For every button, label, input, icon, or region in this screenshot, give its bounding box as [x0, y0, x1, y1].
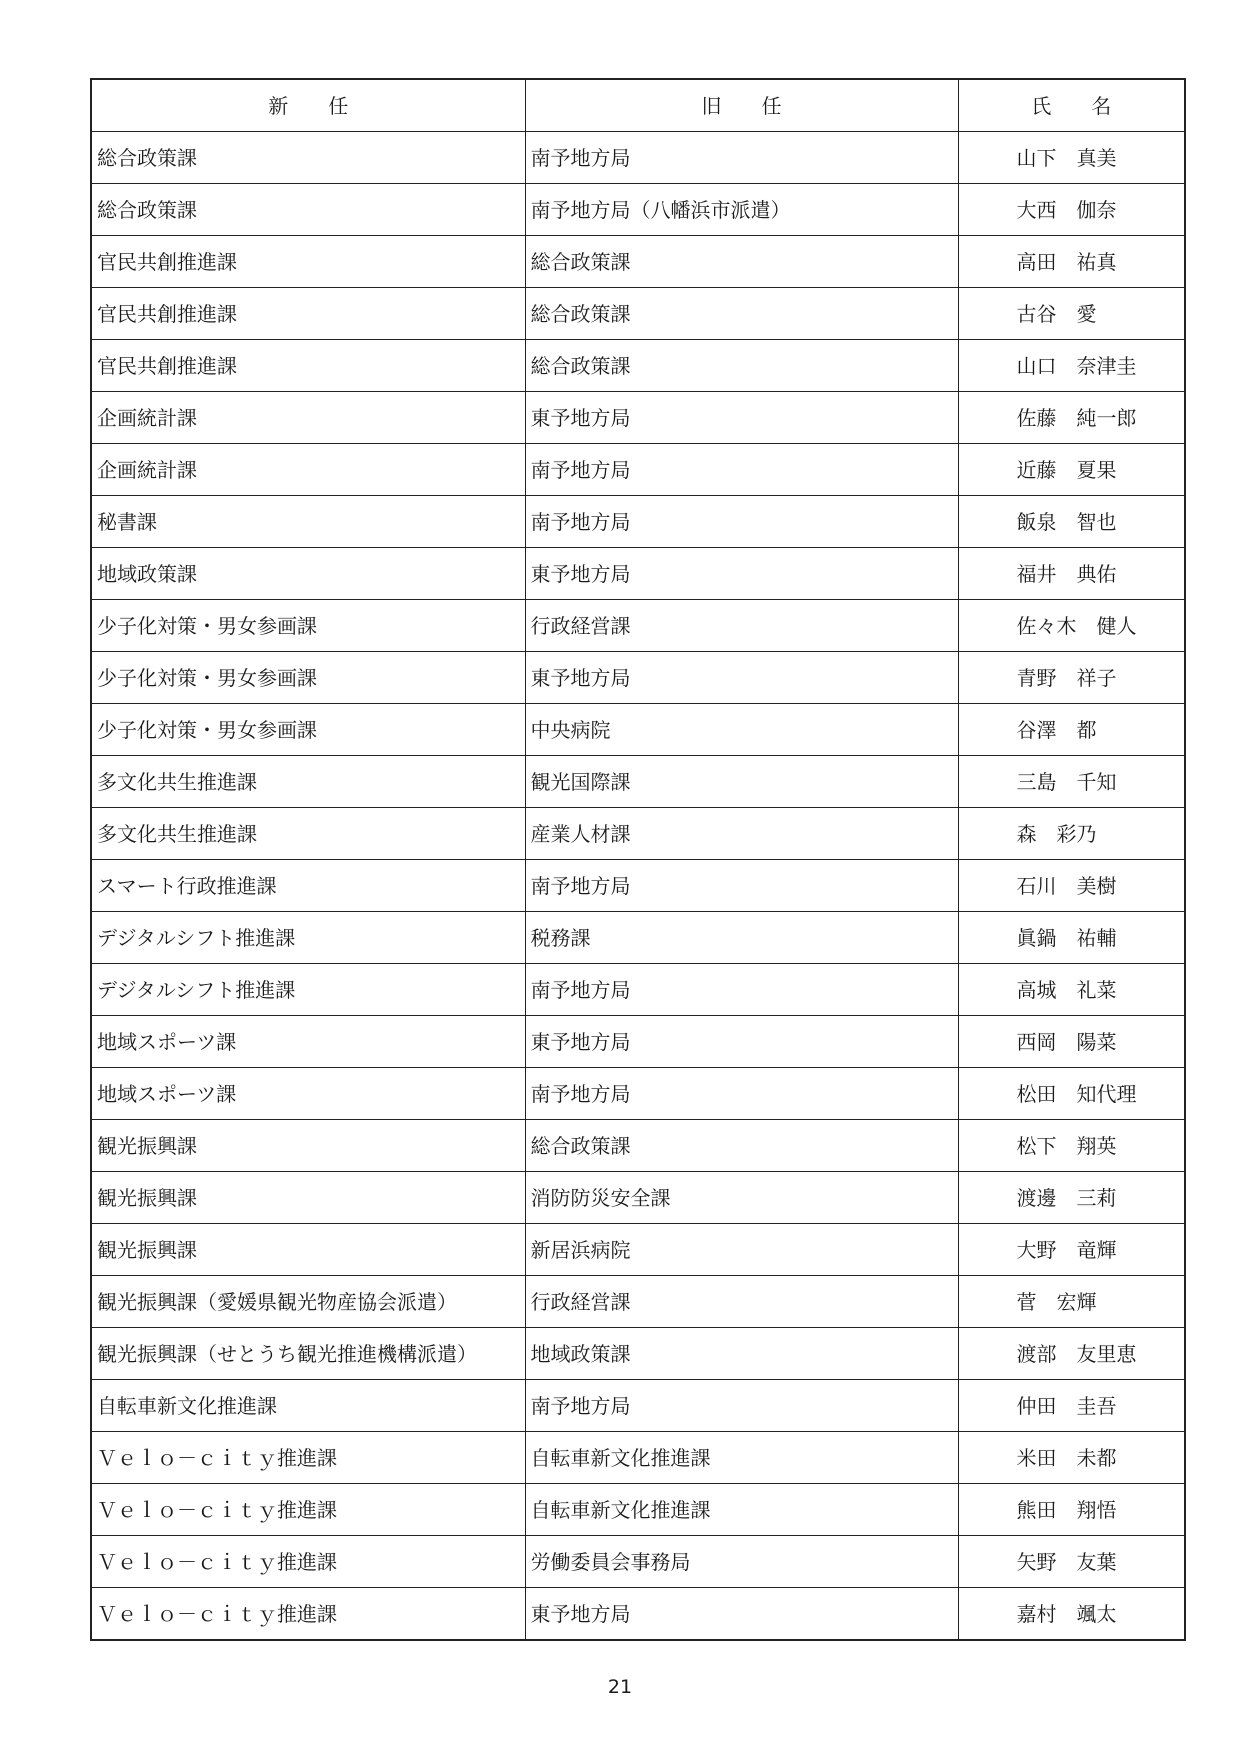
- new-post-cell: 秘書課: [91, 496, 525, 548]
- name-cell: 山口 奈津圭: [958, 340, 1185, 392]
- new-post-cell: 官民共創推進課: [91, 340, 525, 392]
- new-post-cell: 総合政策課: [91, 184, 525, 236]
- old-post-cell: 観光国際課: [525, 756, 958, 808]
- old-post-cell: 総合政策課: [525, 1120, 958, 1172]
- name-cell: 渡邊 三莉: [958, 1172, 1185, 1224]
- name-cell: 眞鍋 祐輔: [958, 912, 1185, 964]
- name-cell: 佐藤 純一郎: [958, 392, 1185, 444]
- new-post-cell: 地域政策課: [91, 548, 525, 600]
- new-post-cell: 自転車新文化推進課: [91, 1380, 525, 1432]
- table-row: [91, 1588, 1185, 1641]
- old-post-cell: 自転車新文化推進課: [525, 1432, 958, 1484]
- new-post-cell: 多文化共生推進課: [91, 756, 525, 808]
- name-cell: 嘉村 颯太: [958, 1588, 1185, 1641]
- table-row: [91, 652, 1185, 704]
- name-cell: 高城 礼菜: [958, 964, 1185, 1016]
- table-row: [91, 1432, 1185, 1484]
- table-row: [91, 1068, 1185, 1120]
- table-row: [91, 1120, 1185, 1172]
- old-post-cell: 南予地方局: [525, 496, 958, 548]
- new-post-cell: デジタルシフト推進課: [91, 964, 525, 1016]
- table-row: [91, 912, 1185, 964]
- new-post-cell: 観光振興課: [91, 1120, 525, 1172]
- page-number: 21: [607, 1676, 633, 1698]
- table-row: [91, 600, 1185, 652]
- new-post-cell: 観光振興課: [91, 1224, 525, 1276]
- name-cell: 近藤 夏果: [958, 444, 1185, 496]
- header-old-post: 旧 任: [525, 79, 958, 132]
- table-row: [91, 236, 1185, 288]
- name-cell: 佐々木 健人: [958, 600, 1185, 652]
- table-row: [91, 184, 1185, 236]
- table-row: [91, 548, 1185, 600]
- old-post-cell: 南予地方局: [525, 860, 958, 912]
- new-post-cell: 官民共創推進課: [91, 236, 525, 288]
- personnel-table: [90, 78, 1186, 1641]
- personnel-sheet: [90, 78, 1184, 1641]
- name-cell: 森 彩乃: [958, 808, 1185, 860]
- table-header-row: [91, 79, 1185, 132]
- table-row: [91, 1484, 1185, 1536]
- old-post-cell: 東予地方局: [525, 392, 958, 444]
- new-post-cell: スマート行政推進課: [91, 860, 525, 912]
- name-cell: 松下 翔英: [958, 1120, 1185, 1172]
- name-cell: 熊田 翔悟: [958, 1484, 1185, 1536]
- name-cell: 菅 宏輝: [958, 1276, 1185, 1328]
- name-cell: 青野 祥子: [958, 652, 1185, 704]
- name-cell: 矢野 友葉: [958, 1536, 1185, 1588]
- name-cell: 古谷 愛: [958, 288, 1185, 340]
- table-row: [91, 392, 1185, 444]
- old-post-cell: 中央病院: [525, 704, 958, 756]
- table-row: [91, 808, 1185, 860]
- table-row: [91, 1328, 1185, 1380]
- new-post-cell: 少子化対策・男女参画課: [91, 704, 525, 756]
- name-cell: 三島 千知: [958, 756, 1185, 808]
- new-post-cell: 観光振興課: [91, 1172, 525, 1224]
- old-post-cell: 東予地方局: [525, 652, 958, 704]
- name-cell: 飯泉 智也: [958, 496, 1185, 548]
- old-post-cell: 南予地方局: [525, 1380, 958, 1432]
- new-post-cell: 少子化対策・男女参画課: [91, 600, 525, 652]
- name-cell: 松田 知代理: [958, 1068, 1185, 1120]
- old-post-cell: 行政経営課: [525, 1276, 958, 1328]
- old-post-cell: 南予地方局: [525, 964, 958, 1016]
- new-post-cell: Ｖｅｌｏ－ｃｉｔｙ推進課: [91, 1432, 525, 1484]
- table-row: [91, 1276, 1185, 1328]
- new-post-cell: 観光振興課（愛媛県観光物産協会派遣）: [91, 1276, 525, 1328]
- old-post-cell: 税務課: [525, 912, 958, 964]
- name-cell: 大西 伽奈: [958, 184, 1185, 236]
- old-post-cell: 東予地方局: [525, 1588, 958, 1641]
- name-cell: 米田 未都: [958, 1432, 1185, 1484]
- old-post-cell: 労働委員会事務局: [525, 1536, 958, 1588]
- new-post-cell: 総合政策課: [91, 132, 525, 184]
- table-row: [91, 1172, 1185, 1224]
- old-post-cell: 行政経営課: [525, 600, 958, 652]
- old-post-cell: 南予地方局: [525, 132, 958, 184]
- old-post-cell: 産業人材課: [525, 808, 958, 860]
- name-cell: 谷澤 都: [958, 704, 1185, 756]
- name-cell: 西岡 陽菜: [958, 1016, 1185, 1068]
- table-row: [91, 1380, 1185, 1432]
- table-row: [91, 756, 1185, 808]
- old-post-cell: 南予地方局: [525, 1068, 958, 1120]
- table-row: [91, 340, 1185, 392]
- old-post-cell: 消防防災安全課: [525, 1172, 958, 1224]
- new-post-cell: Ｖｅｌｏ－ｃｉｔｙ推進課: [91, 1484, 525, 1536]
- table-row: [91, 964, 1185, 1016]
- old-post-cell: 新居浜病院: [525, 1224, 958, 1276]
- old-post-cell: 東予地方局: [525, 548, 958, 600]
- name-cell: 山下 真美: [958, 132, 1185, 184]
- table-row: [91, 1224, 1185, 1276]
- new-post-cell: 官民共創推進課: [91, 288, 525, 340]
- old-post-cell: 地域政策課: [525, 1328, 958, 1380]
- new-post-cell: 地域スポーツ課: [91, 1016, 525, 1068]
- table-row: [91, 444, 1185, 496]
- table-row: [91, 704, 1185, 756]
- name-cell: 福井 典佑: [958, 548, 1185, 600]
- new-post-cell: 企画統計課: [91, 444, 525, 496]
- table-row: [91, 496, 1185, 548]
- table-row: [91, 1016, 1185, 1068]
- new-post-cell: Ｖｅｌｏ－ｃｉｔｙ推進課: [91, 1536, 525, 1588]
- old-post-cell: 南予地方局: [525, 444, 958, 496]
- table-body: [91, 132, 1185, 1641]
- table-row: [91, 288, 1185, 340]
- old-post-cell: 南予地方局（八幡浜市派遣）: [525, 184, 958, 236]
- table-row: [91, 860, 1185, 912]
- new-post-cell: 多文化共生推進課: [91, 808, 525, 860]
- new-post-cell: デジタルシフト推進課: [91, 912, 525, 964]
- old-post-cell: 東予地方局: [525, 1016, 958, 1068]
- name-cell: 石川 美樹: [958, 860, 1185, 912]
- name-cell: 仲田 圭吾: [958, 1380, 1185, 1432]
- header-new-post: 新 任: [91, 79, 525, 132]
- new-post-cell: 観光振興課（せとうち観光推進機構派遣）: [91, 1328, 525, 1380]
- name-cell: 渡部 友里恵: [958, 1328, 1185, 1380]
- old-post-cell: 総合政策課: [525, 236, 958, 288]
- new-post-cell: Ｖｅｌｏ－ｃｉｔｙ推進課: [91, 1588, 525, 1641]
- name-cell: 高田 祐真: [958, 236, 1185, 288]
- name-cell: 大野 竜輝: [958, 1224, 1185, 1276]
- new-post-cell: 企画統計課: [91, 392, 525, 444]
- table-row: [91, 132, 1185, 184]
- header-name: 氏 名: [958, 79, 1185, 132]
- old-post-cell: 自転車新文化推進課: [525, 1484, 958, 1536]
- new-post-cell: 地域スポーツ課: [91, 1068, 525, 1120]
- table-row: [91, 1536, 1185, 1588]
- old-post-cell: 総合政策課: [525, 340, 958, 392]
- new-post-cell: 少子化対策・男女参画課: [91, 652, 525, 704]
- old-post-cell: 総合政策課: [525, 288, 958, 340]
